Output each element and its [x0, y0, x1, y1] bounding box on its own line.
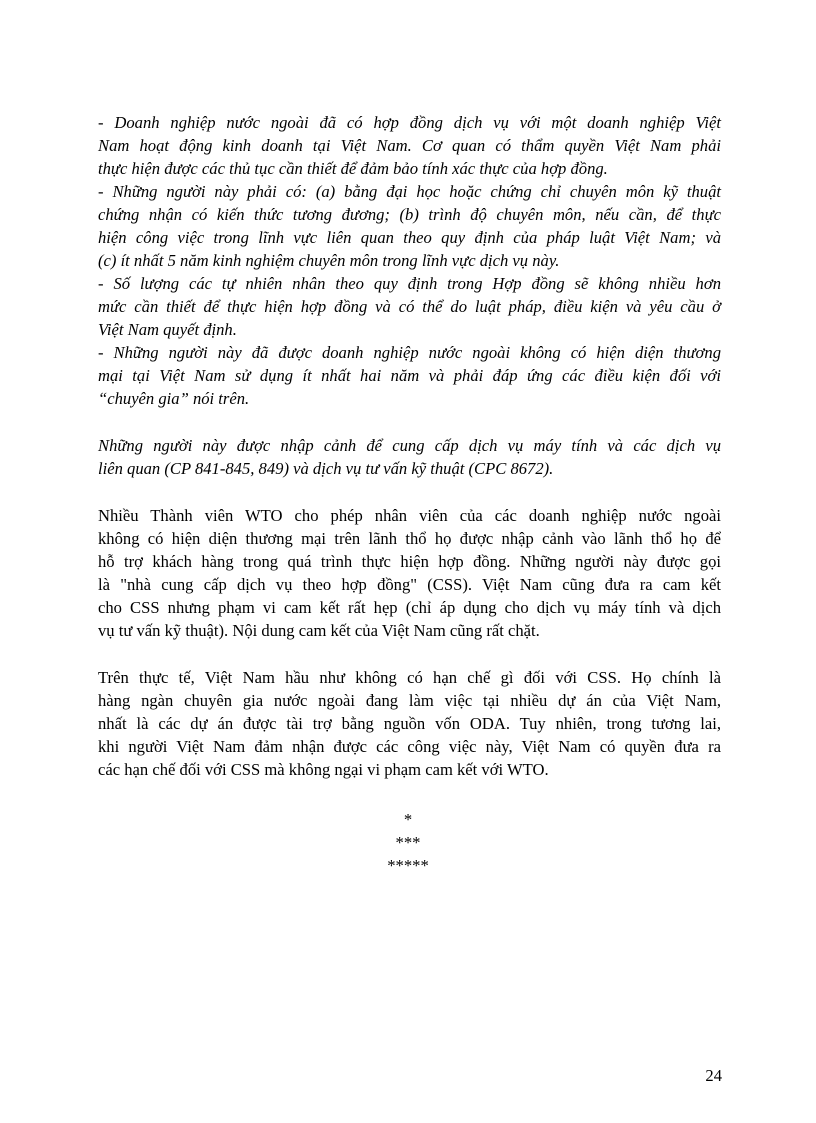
- text-line: cho CSS nhưng phạm vi cam kết rất hẹp (chỉ áp dụng cho dịch vụ máy tính và dịch: [98, 598, 721, 617]
- paragraph-gap: [98, 410, 721, 434]
- text-line: hàng ngàn chuyên gia nước ngoài đang làm việc tại nhiều dự án của Việt Nam,: [98, 691, 721, 710]
- text-line: Nam hoạt động kinh doanh tại Việt Nam. Cơ quan có thẩm quyền Việt Nam phải: [98, 136, 721, 155]
- page-number: 24: [705, 1066, 722, 1085]
- paragraph-gap: [98, 480, 721, 504]
- text-line: liên quan (CP 841-845, 849) và dịch vụ tư vấn kỹ thuật (CPC 8672).: [98, 459, 554, 478]
- separator-line: *: [403, 810, 413, 829]
- text-line: mức cần thiết để thực hiện hợp đồng và có thể do luật pháp, điều kiện và yêu cầu ở: [98, 297, 721, 316]
- text-line: - Những người này đã được doanh nghiệp nước ngoài không có hiện diện thương: [98, 343, 721, 362]
- css-commitment-paragraph: [98, 504, 721, 642]
- italic-entry-scope-paragraph: [98, 434, 721, 480]
- text-line: nhất là các dự án được tài trợ bằng nguồn vốn ODA. Tuy nhiên, trong tương lai,: [98, 714, 721, 733]
- text-line: Nhiều Thành viên WTO cho phép nhân viên của các doanh nghiệp nước ngoài: [98, 506, 721, 525]
- separator-line: *****: [387, 856, 429, 875]
- text-line: chứng nhận có kiến thức tương đương; (b) trình độ chuyên môn, nếu cần, để thực: [98, 205, 721, 224]
- italic-conditions-list: [98, 111, 721, 410]
- text-line: khi người Việt Nam đảm nhận được các công việc này, Việt Nam có quyền đưa ra: [98, 737, 721, 756]
- page-content: [98, 111, 721, 781]
- paragraph-gap: [98, 642, 721, 666]
- text-line: thực hiện được các thủ tục cần thiết để đảm bảo tính xác thực của hợp đồng.: [98, 159, 608, 178]
- text-line: mại tại Việt Nam sử dụng ít nhất hai năm và phải đáp ứng các điều kiện đối với: [98, 366, 721, 385]
- text-line: - Những người này phải có: (a) bằng đại học hoặc chứng chỉ chuyên môn kỹ thuật: [98, 182, 721, 201]
- text-line: Việt Nam quyết định.: [98, 320, 237, 339]
- text-line: (c) ít nhất 5 năm kinh nghiệm chuyên môn trong lĩnh vực dịch vụ này.: [98, 251, 560, 270]
- text-line: không có hiện diện thương mại trên lãnh thổ họ được nhập cảnh vào lãnh thổ họ để: [98, 529, 721, 548]
- text-line: hiện công việc trong lĩnh vực liên quan theo quy định của pháp luật Việt Nam; và: [98, 228, 721, 247]
- text-line: là "nhà cung cấp dịch vụ theo hợp đồng" (CSS). Việt Nam cũng đưa ra cam kết: [98, 575, 721, 594]
- text-line: - Số lượng các tự nhiên nhân theo quy định trong Hợp đồng sẽ không nhiều hơn: [98, 274, 721, 293]
- text-line: - Doanh nghiệp nước ngoài đã có hợp đồng dịch vụ với một doanh nghiệp Việt: [98, 113, 721, 132]
- css-practice-paragraph: [98, 666, 721, 781]
- section-separator: [0, 808, 816, 877]
- separator-line: ***: [395, 833, 421, 852]
- text-line: hỗ trợ khách hàng trong quá trình thực hiện hợp đồng. Những người này được gọi: [98, 552, 721, 571]
- text-line: “chuyên gia” nói trên.: [98, 389, 250, 408]
- text-line: Những người này được nhập cảnh để cung cấp dịch vụ máy tính và các dịch vụ: [98, 436, 721, 455]
- text-line: các hạn chế đối với CSS mà không ngại vi phạm cam kết với WTO.: [98, 760, 549, 779]
- text-line: vụ tư vấn kỹ thuật). Nội dung cam kết của Việt Nam cũng rất chặt.: [98, 621, 540, 640]
- text-line: Trên thực tế, Việt Nam hầu như không có hạn chế gì đối với CSS. Họ chính là: [98, 668, 721, 687]
